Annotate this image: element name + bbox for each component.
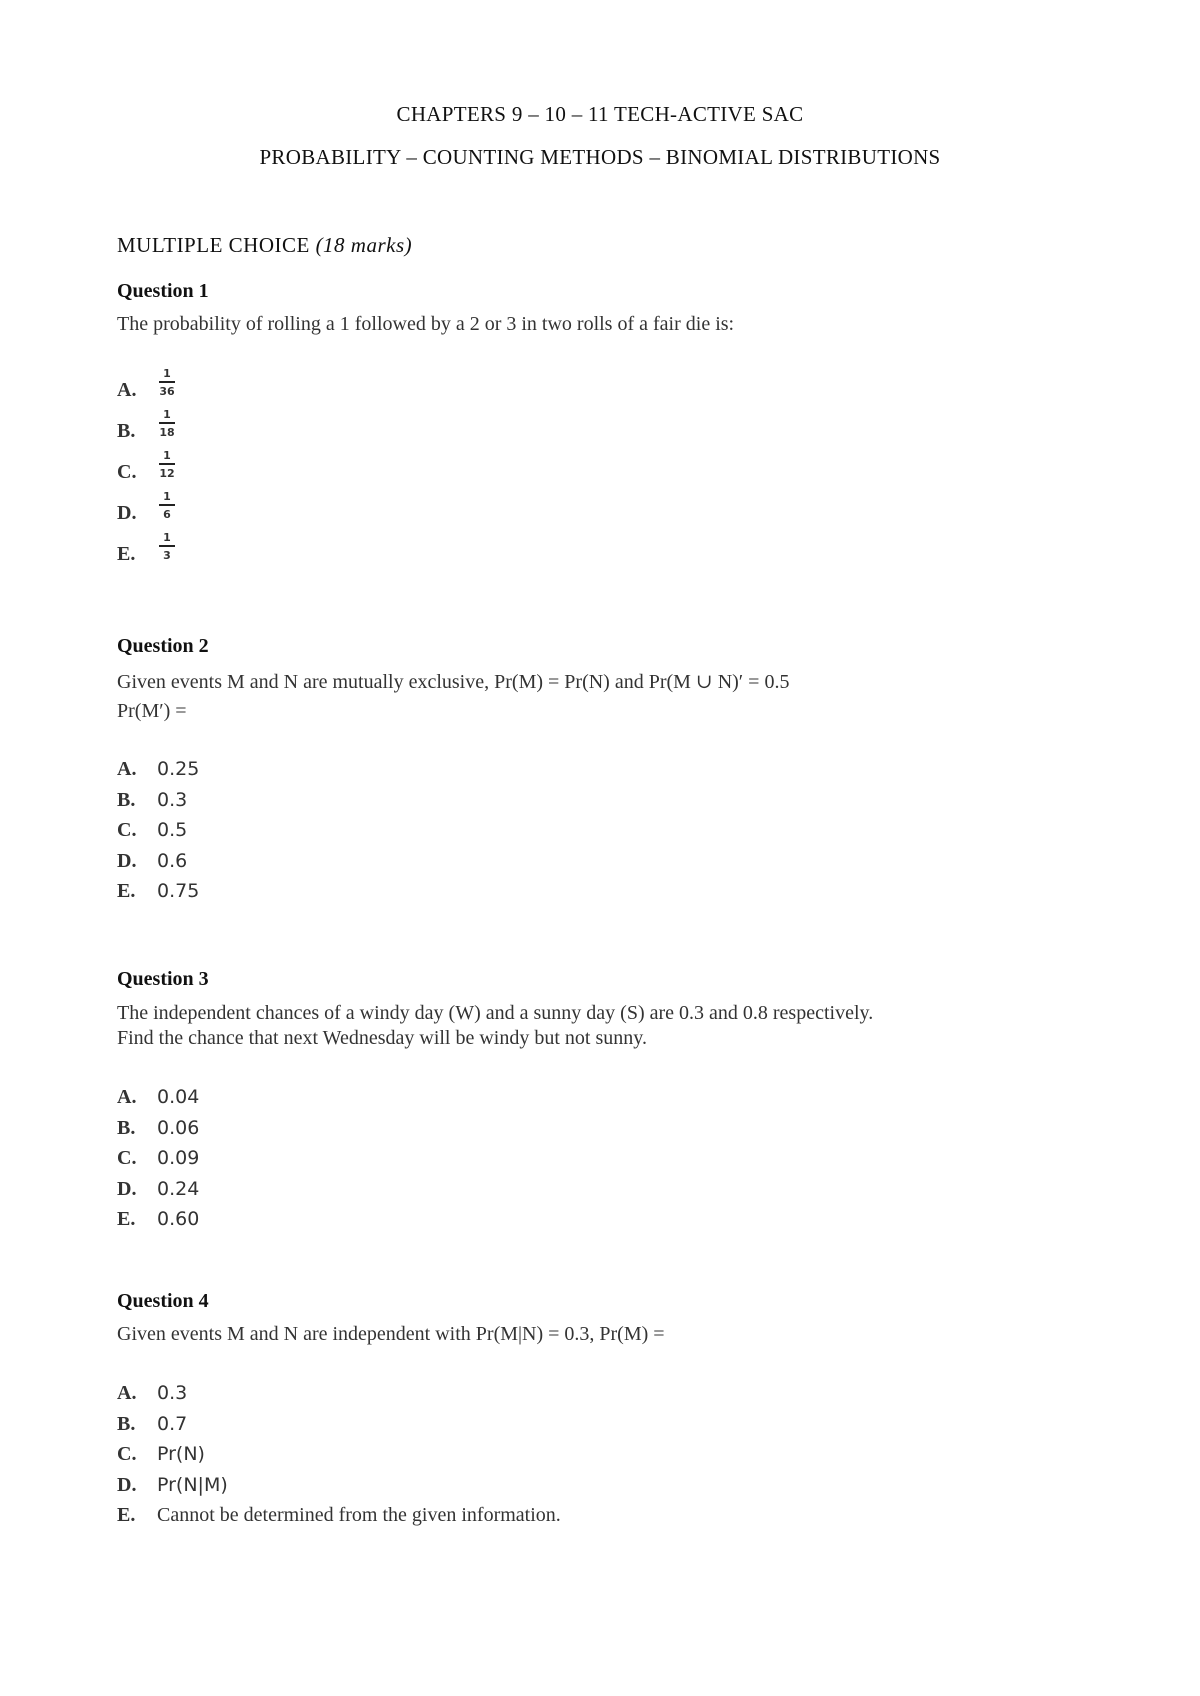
option-value: 0.5 — [157, 819, 188, 841]
option-value: Cannot be determined from the given information. — [157, 1504, 561, 1526]
question-4-option-d — [117, 1470, 561, 1501]
question-2-text-line-1: Given events M and N are mutually exclusive, Pr(M) = Pr(N) and Pr(M ∪ N)′ = 0.5 — [117, 671, 790, 693]
option-letter: A. — [117, 1382, 137, 1404]
option-value: 0.3 — [157, 788, 188, 811]
option-value: Pr(N) — [157, 1443, 205, 1465]
question-2-option-e — [117, 876, 199, 907]
option-letter: E. — [117, 1208, 136, 1230]
question-4-option-a — [117, 1378, 561, 1409]
question-4-options — [117, 1378, 561, 1531]
option-value: 0.24 — [157, 1177, 200, 1200]
fraction-numerator: 1 — [163, 531, 171, 544]
question-3-options — [117, 1082, 199, 1235]
question-2-option-c — [117, 815, 199, 846]
fraction — [157, 491, 177, 520]
section-heading — [117, 233, 412, 258]
section-marks: (18 marks) — [315, 233, 413, 257]
option-value: 0.04 — [157, 1086, 200, 1108]
option-letter: B. — [117, 420, 136, 442]
fraction-numerator: 1 — [163, 367, 171, 380]
fraction-denominator: 3 — [163, 548, 171, 562]
question-4-label: Question 4 — [117, 1290, 209, 1312]
question-4-option-e — [117, 1500, 561, 1531]
option-letter: C. — [117, 1147, 137, 1169]
question-1-text: The probability of rolling a 1 followed by a 2 or 3 in two rolls of a fair die is: — [117, 313, 735, 335]
question-2-options — [117, 754, 199, 907]
option-letter: D. — [117, 849, 137, 872]
option-letter: C. — [117, 819, 137, 841]
question-3-option-b — [117, 1113, 199, 1144]
fraction-numerator: 1 — [163, 408, 171, 421]
option-letter: E. — [117, 1504, 136, 1526]
question-2-text-line-2: Pr(M′) = — [117, 700, 187, 722]
option-letter: B. — [117, 1116, 136, 1139]
question-2-option-a — [117, 754, 199, 785]
fraction-denominator: 18 — [159, 425, 175, 439]
section-heading-text: MULTIPLE CHOICE — [117, 233, 310, 257]
fraction — [157, 368, 177, 397]
question-3-text-line-2: Find the chance that next Wednesday will be windy but not sunny. — [117, 1027, 647, 1049]
fraction — [157, 409, 177, 438]
option-letter: D. — [117, 1473, 137, 1496]
option-letter: D. — [117, 502, 137, 524]
option-value: 0.3 — [157, 1382, 188, 1404]
fraction-denominator: 12 — [159, 466, 175, 480]
question-4-option-c — [117, 1439, 561, 1470]
fraction — [157, 532, 177, 561]
option-value: 0.09 — [157, 1147, 200, 1169]
option-letter: A. — [117, 758, 137, 780]
option-letter: A. — [117, 1086, 137, 1108]
option-value: 0.75 — [157, 880, 200, 902]
question-3-option-e — [117, 1204, 199, 1235]
fraction — [157, 450, 177, 479]
document-title-line-2: PROBABILITY – COUNTING METHODS – BINOMIAL DISTRIBUTIONS — [259, 145, 941, 169]
question-2-option-b — [117, 785, 199, 816]
option-value: 0.06 — [157, 1116, 200, 1139]
question-3-option-c — [117, 1143, 199, 1174]
option-value: 0.25 — [157, 758, 200, 780]
option-value: 0.60 — [157, 1208, 200, 1230]
fraction-denominator: 36 — [159, 384, 175, 398]
option-letter: C. — [117, 1443, 137, 1465]
question-3-option-d — [117, 1174, 199, 1205]
question-3-label: Question 3 — [117, 968, 209, 990]
option-letter: E. — [117, 880, 136, 902]
option-letter: E. — [117, 543, 136, 565]
question-2-option-d — [117, 846, 199, 877]
option-value: Pr(N|M) — [157, 1473, 228, 1496]
question-1-label: Question 1 — [117, 280, 209, 302]
option-letter: B. — [117, 1412, 136, 1435]
option-letter: C. — [117, 461, 137, 483]
document-title-line-1: CHAPTERS 9 – 10 – 11 TECH-ACTIVE SAC — [396, 102, 804, 126]
fraction-numerator: 1 — [163, 490, 171, 503]
fraction-denominator: 6 — [163, 507, 171, 521]
question-3-option-a — [117, 1082, 199, 1113]
fraction-numerator: 1 — [163, 449, 171, 462]
question-4-option-b — [117, 1409, 561, 1440]
option-letter: D. — [117, 1177, 137, 1200]
option-value: 0.7 — [157, 1412, 188, 1435]
question-2-label: Question 2 — [117, 635, 209, 657]
question-4-text: Given events M and N are independent with Pr(M|N) = 0.3, Pr(M) = — [117, 1323, 665, 1345]
option-value: 0.6 — [157, 849, 188, 872]
option-letter: A. — [117, 379, 137, 401]
question-3-text-line-1: The independent chances of a windy day (W) and a sunny day (S) are 0.3 and 0.8 respectively. — [117, 1002, 874, 1024]
option-letter: B. — [117, 788, 136, 811]
